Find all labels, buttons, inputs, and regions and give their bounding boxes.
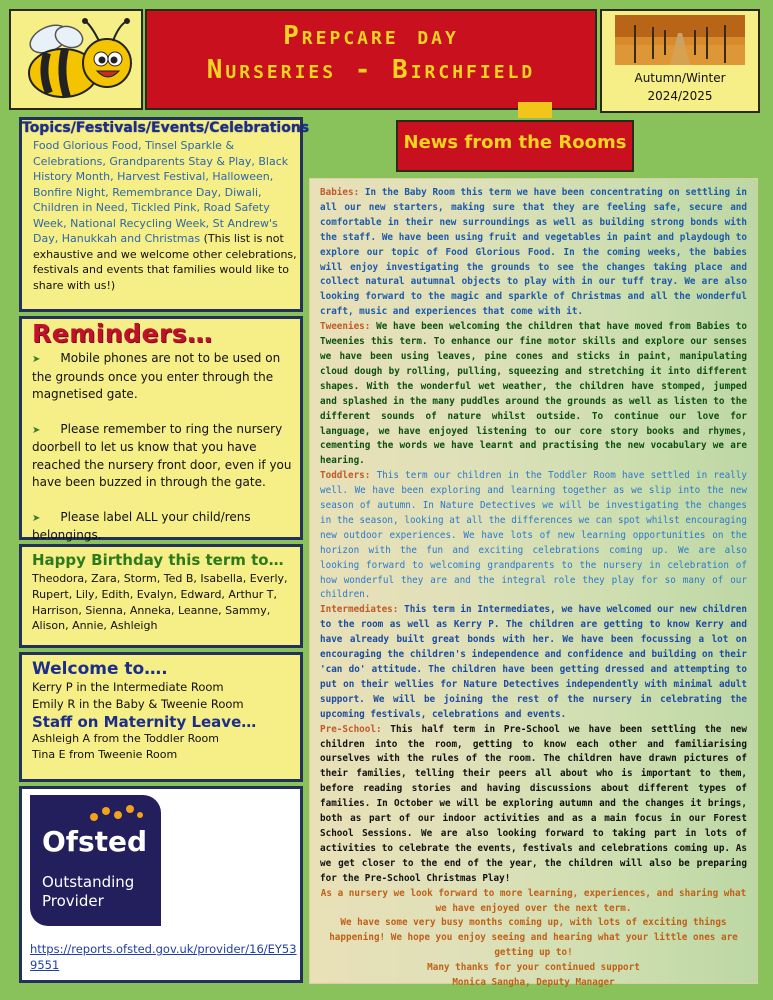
ofsted-report-link[interactable]: https://reports.ofsted.gov.uk/provider/16/EY539551 <box>30 942 297 972</box>
intermediates-section <box>320 603 747 722</box>
news-body <box>309 178 758 989</box>
bee-icon <box>11 11 141 108</box>
maternity-line: Ashleigh A from the Toddler Room <box>32 732 219 745</box>
intermediates-label: Intermediates: <box>320 604 399 616</box>
toddlers-text: This term our children in the Toddler Room have settled in really well. We have been exploring and learning together as we slip into the new season of autumn. In Nature Detectives we will be investigating the changes in the season, looking at all the differences we can spot whilst encouraging new outdoor experiences. We have lots of new learning opportunities on the horizon with the fun and exciting celebrations coming up. We are also looking forward to welcoming grandparents to the nursery in celebration of how wonderful they are and the integral role they play for so many of our children. <box>320 470 747 601</box>
reminders-heading: Reminders… <box>32 319 213 348</box>
leaf-bullet-icon: ➤ <box>32 424 41 436</box>
newsletter-title <box>145 9 597 110</box>
title-line-1: Prepcare day <box>283 21 459 51</box>
tweenies-label: Tweenies: <box>320 321 371 333</box>
ofsted-panel <box>19 786 303 983</box>
bee-logo <box>9 9 143 110</box>
reminder-text: Mobile phones are not to be used on the grounds once you enter through the magnetised gate. <box>32 351 281 401</box>
ofsted-line-2: Provider <box>42 892 104 910</box>
birthday-names: Theodora, Zara, Storm, Ted B, Isabella, Everly, Rupert, Lily, Edith, Evalyn, Edward, Arthur T, Harrison, Sienna, Anneka, Leanne, Sammy, Alison, Annie, Ashleigh <box>32 572 288 633</box>
intermediates-text: This term in Intermediates, we have welcomed our new children to the room as well as Kerry P. The children are getting to know Kerry and have already built great bonds with her. We have been focussing a lot on encouraging the children's independence and confidence and building on their 'can do' attitude. The children have been getting dressed and attempting to put on their wellies for Nature Detectives independently with minimal adult support. We will be joining the rest of the nursery in celebrating the upcoming festivals, celebrations and events. <box>320 604 747 720</box>
reminder-item <box>32 421 296 492</box>
birthday-heading: Happy Birthday this term to… <box>32 551 284 569</box>
closing-signature: Monica Sangha, Deputy Manager <box>452 977 615 989</box>
closing-line: Many thanks for your continued support <box>427 962 640 974</box>
news-heading: News from the Rooms <box>396 120 634 172</box>
birthday-panel <box>19 544 303 648</box>
leaf-bullet-icon: ➤ <box>32 354 41 365</box>
welcome-heading: Welcome to…. <box>32 659 168 679</box>
topics-note: (This list is not exhaustive and we welcome other celebrations, festivals and events that families would like to share with us!) <box>33 232 297 292</box>
toddlers-label: Toddlers: <box>320 470 371 482</box>
reminders-panel <box>19 316 303 540</box>
babies-label: Babies: <box>320 187 360 198</box>
decorative-tab <box>518 102 552 118</box>
ofsted-brand: Ofsted <box>42 825 148 858</box>
topics-list: Food Glorious Food, Tinsel Sparkle & Celebrations, Grandparents Stay & Play, Black History Month, Harvest Festival, Halloween, Bonfire Night, Remembrance Day, Diwali, Children in Need, Tickled Pink, Road Safety Week, National Recycling Week, St Andrew's Day, Hanukkah and Christmas <box>33 139 289 245</box>
reminder-item <box>32 509 296 545</box>
babies-section <box>320 186 747 320</box>
ofsted-logo <box>30 795 161 926</box>
toddlers-section <box>320 469 747 603</box>
tweenies-section <box>320 320 747 469</box>
season-line-2: 2024/2025 <box>647 89 713 103</box>
reminder-text: Please label ALL your child/rens belongings. <box>32 509 251 542</box>
welcome-line: Emily R in the Baby & Tweenie Room <box>32 697 244 711</box>
season-box <box>600 9 760 113</box>
title-line-2: Nurseries - Birchfield <box>206 55 536 85</box>
welcome-line: Kerry P in the Intermediate Room <box>32 680 224 694</box>
autumn-trees-photo <box>615 15 745 65</box>
leaf-bullet-icon: ➤ <box>32 512 41 524</box>
preschool-section <box>320 723 747 887</box>
reminder-item <box>32 350 296 404</box>
maternity-line: Tina E from Tweenie Room <box>32 748 178 761</box>
babies-text: In the Baby Room this term we have been concentrating on settling in all our new starters, making sure that they are feeling safe, secure and comfortable in their new surroundings as well as building strong bonds with the staff. We have been using fruit and vegetables in paint and playdough to explore our topic of Food Glorious Food. In the coming weeks, the babies will enjoy investigating the grounds to see the changes taking place and collect natural autumnal objects to play with in our tuff tray. We are also looking forward to the magic and sparkle of Christmas and all the wonderful craft, music and experiences that come with it. <box>320 187 747 318</box>
closing-line: As a nursery we look forward to more learning, experiences, and sharing what we have enjoyed over the next term. <box>320 887 747 914</box>
ofsted-line-1: Outstanding <box>42 873 135 891</box>
preschool-label: Pre-School: <box>320 723 382 735</box>
closing-line: We have some very busy months coming up, with lots of exciting things happening! We hope you enjoy seeing and hearing what your little ones are getting up to! <box>329 917 738 959</box>
tweenies-text: We have been welcoming the children that have moved from Babies to Tweenies this term. To enhance our fine motor skills and explore our senses we have been using leaves, pine cones and sticks in paint, manipulating cloud dough by rolling, pulling, squeezing and stretching it into different shapes. With the wonderful wet weather, the children have stomped, jumped and splashed in the many puddles around the grounds as well as listen to the different sounds of nature whilst outside. To continue our love for language, we have enjoyed listening to our core story books and rhymes, cementing the words we have learnt and practising the new vocabulary we are hearing. <box>320 321 747 467</box>
topics-panel <box>19 117 310 312</box>
ofsted-stars-icon <box>86 803 146 827</box>
welcome-panel <box>19 652 303 782</box>
preschool-text: This half term in Pre-School we have been settling the new children into the room, getting to know each other and familiarising ourselves with the rules of the room. The children have drawn pictures of their families, telling their peers all about who is important to them, before reading stories and having discussions about different types of families. In October we will be exploring autumn and the changes it brings, both as part of our indoor activities and as a main focus in our Forest School Sessions. We are also looking forward to taking part in lots of activities to celebrate the events, festivals and celebrations coming up. As we get closer to the end of the year, the children will also be preparing for the Pre-School Christmas Play! <box>320 723 747 884</box>
season-line-1: Autumn/Winter <box>634 71 726 85</box>
topics-text <box>33 138 300 293</box>
maternity-heading: Staff on Maternity Leave… <box>32 713 257 731</box>
reminder-text: Please remember to ring the nursery doorbell to let us know that you have reached the nursery front door, even if you have been buzzed in through the gate. <box>32 421 292 489</box>
topics-heading: Topics/Festivals/Events/Celebrations <box>22 120 310 136</box>
